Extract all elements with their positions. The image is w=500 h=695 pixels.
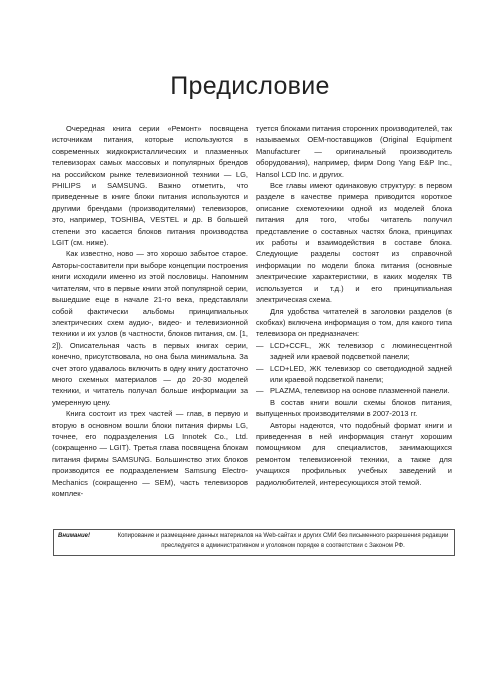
tv-type-list bbox=[256, 340, 452, 397]
paragraph: Очередная книга серии «Ремонт» посвящена источникам питания, которые используются в современных жидкокристаллических и плазменных телевизорах самых массовых и популярных брендов на российском рынке телевизионной техники — LG, PHILIPS и SAMSUNG. Важно отметить, что приведенные в книге блоки питания используются и другими брендами (производителями) телевизоров, это, например, TOSHIBA, VESTEL и др. В большей степени это касается блоков питания производства LGIT (см. ниже). bbox=[52, 124, 248, 248]
page-title: Предисловие bbox=[170, 71, 330, 100]
list-item: — PLAZMA, телевизор на основе плазменной панели. bbox=[256, 385, 452, 396]
paragraph: Все главы имеют одинаковую структуру: в первом разделе в качестве примера приводится короткое описание схемотехники одной из моделей блока питания для того, чтобы читатель получил представление о составных частях блока, принципах их работы и взаимодействия в составе блока. Следующие разделы состоят из справочной информации по модели блока питания (основные электрические характеристики, в каких моделях ТВ используется и т.д.) и его принципиальная электрическая схема. bbox=[256, 181, 452, 305]
notice-text: Копирование и размещение данных материалов на Web-сайтах и других СМИ без письменного разрешения редакции преследуется в административном и уголовном порядке в соответствии с Законом РФ. bbox=[117, 533, 449, 549]
paragraph: В состав книги вошли схемы блоков питания, выпущенных производителями в 2007-2013 гг. bbox=[256, 397, 452, 419]
paragraph: Авторы надеются, что подобный формат книги и приведенная в ней информация станут хорошим помощником для специалистов, занимающихся ремонтом телевизионной техники, а также для учащихся профильных учебных заведений и радиолюбителей, интересующихся этой темой. bbox=[256, 420, 452, 487]
paragraph: Для удобства читателей в заголовки разделов (в скобках) включена информация о том, для какого типа телевизора он предназначен: bbox=[256, 306, 452, 339]
notice-label: Внимание! bbox=[58, 533, 91, 539]
list-item: — LCD+CCFL, ЖК телевизор с люминесцентной задней или краевой подсветкой панели; bbox=[256, 340, 452, 363]
copyright-notice bbox=[53, 529, 455, 556]
paragraph: Книга состоит из трех частей — глав, в первую и вторую в основном вошли блоки питания фирмы LG, точнее, его подразделения LG Innotek Co., Ltd. (сокращенно — LGIT). Третья глава посвящена блокам питания фирмы SAMSUNG. Большинство этих блоков производится ее подразделением Samsung Electro-Mechanics (сокращенно — SEM), часть телевизоров комплек- bbox=[52, 409, 248, 498]
left-column bbox=[52, 123, 248, 499]
paragraph: туется блоками питания сторонних производителей, так называемых OEM-поставщиков (Original Equipment Manufacturer — оригинальный производитель оборудования), например, фирм Dong Yang E&P Inc., Hansol LCD Inc. и других. bbox=[256, 124, 452, 179]
paragraph: Как известно, ново — это хорошо забытое старое. Авторы-составители при выборе концепции построения книги исходили именно из этой пословицы. Напомним читателям, что в первые книги этой популярной серии, вышедшие еще в начале 21-го века, представляли собой фактически альбомы принципиальных электрических схем аудио-, видео- и телевизионной техники и их узлов (в частности, блоков питания, см. [1, 2]). Описательная часть в первых книгах серии, конечно, присутствовала, но она была минимальна. За счет этого удавалось включить в одну книгу достаточно много схемных материалов — до 20-30 моделей техники, и читатель получал больше информации за умеренную цену. bbox=[52, 249, 248, 407]
list-item: — LCD+LED, ЖК телевизор со светодиодной задней или краевой подсветкой панели; bbox=[256, 363, 452, 386]
right-column bbox=[256, 123, 452, 488]
